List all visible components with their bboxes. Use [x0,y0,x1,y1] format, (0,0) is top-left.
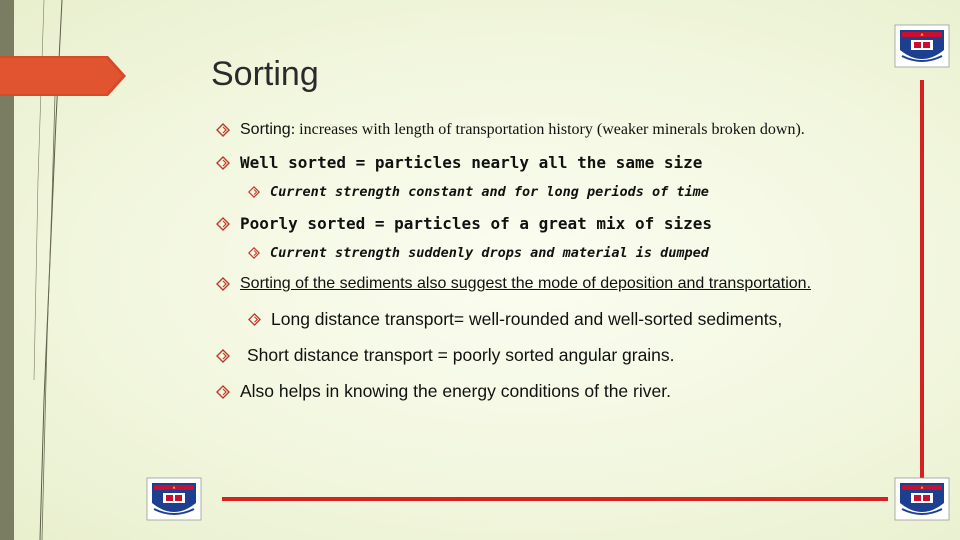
sub-bullet-current-constant [248,184,709,200]
bullet-text: Current strength suddenly drops and material is dumped [270,245,709,261]
bullet-text: Poorly sorted = particles of a great mix of sizes [240,214,713,233]
diamond-bullet-icon [248,247,260,259]
diamond-bullet-icon [216,123,230,137]
bullet-item-well-sorted [216,153,702,172]
bullet-item-short-distance [216,345,675,366]
sub-bullet-current-drops [248,245,709,261]
bullet-text: Short distance transport = poorly sorted angular grains. [247,345,675,365]
university-crest-icon [894,477,950,521]
red-vertical-rule [920,80,924,482]
diamond-bullet-icon [216,156,230,170]
diamond-bullet-icon [216,385,230,399]
bullet-text: Sorting of the sediments also suggest the mode of deposition and transportation. [240,275,812,292]
bullet-text: Well sorted = particles nearly all the same size [240,153,703,172]
bullet-text: Current strength constant and for long periods of time [270,184,709,200]
diamond-bullet-icon [216,217,230,231]
page-title: Sorting [211,55,319,93]
bullet-text: : increases with length of transportation history (weaker minerals broken down). [290,121,805,138]
red-horizontal-rule [222,497,888,501]
diamond-bullet-icon [216,277,230,291]
diamond-bullet-icon [216,349,230,363]
bullet-item-sorting [216,121,805,139]
bullet-item-poorly-sorted [216,214,712,233]
diamond-bullet-icon [248,313,261,326]
bullet-item-mode-of-deposition [216,275,811,293]
diamond-bullet-icon [248,186,260,198]
sub-bullet-long-distance [248,309,782,330]
university-crest-icon [894,24,950,68]
bullet-label: Sorting [240,121,291,138]
bullet-text: Also helps in knowing the energy conditions of the river. [240,381,671,401]
bullet-item-energy-conditions [216,381,671,402]
title-accent-tab [0,56,126,96]
university-crest-icon [146,477,202,521]
bullet-text: Long distance transport= well-rounded and well-sorted sediments, [271,309,783,329]
